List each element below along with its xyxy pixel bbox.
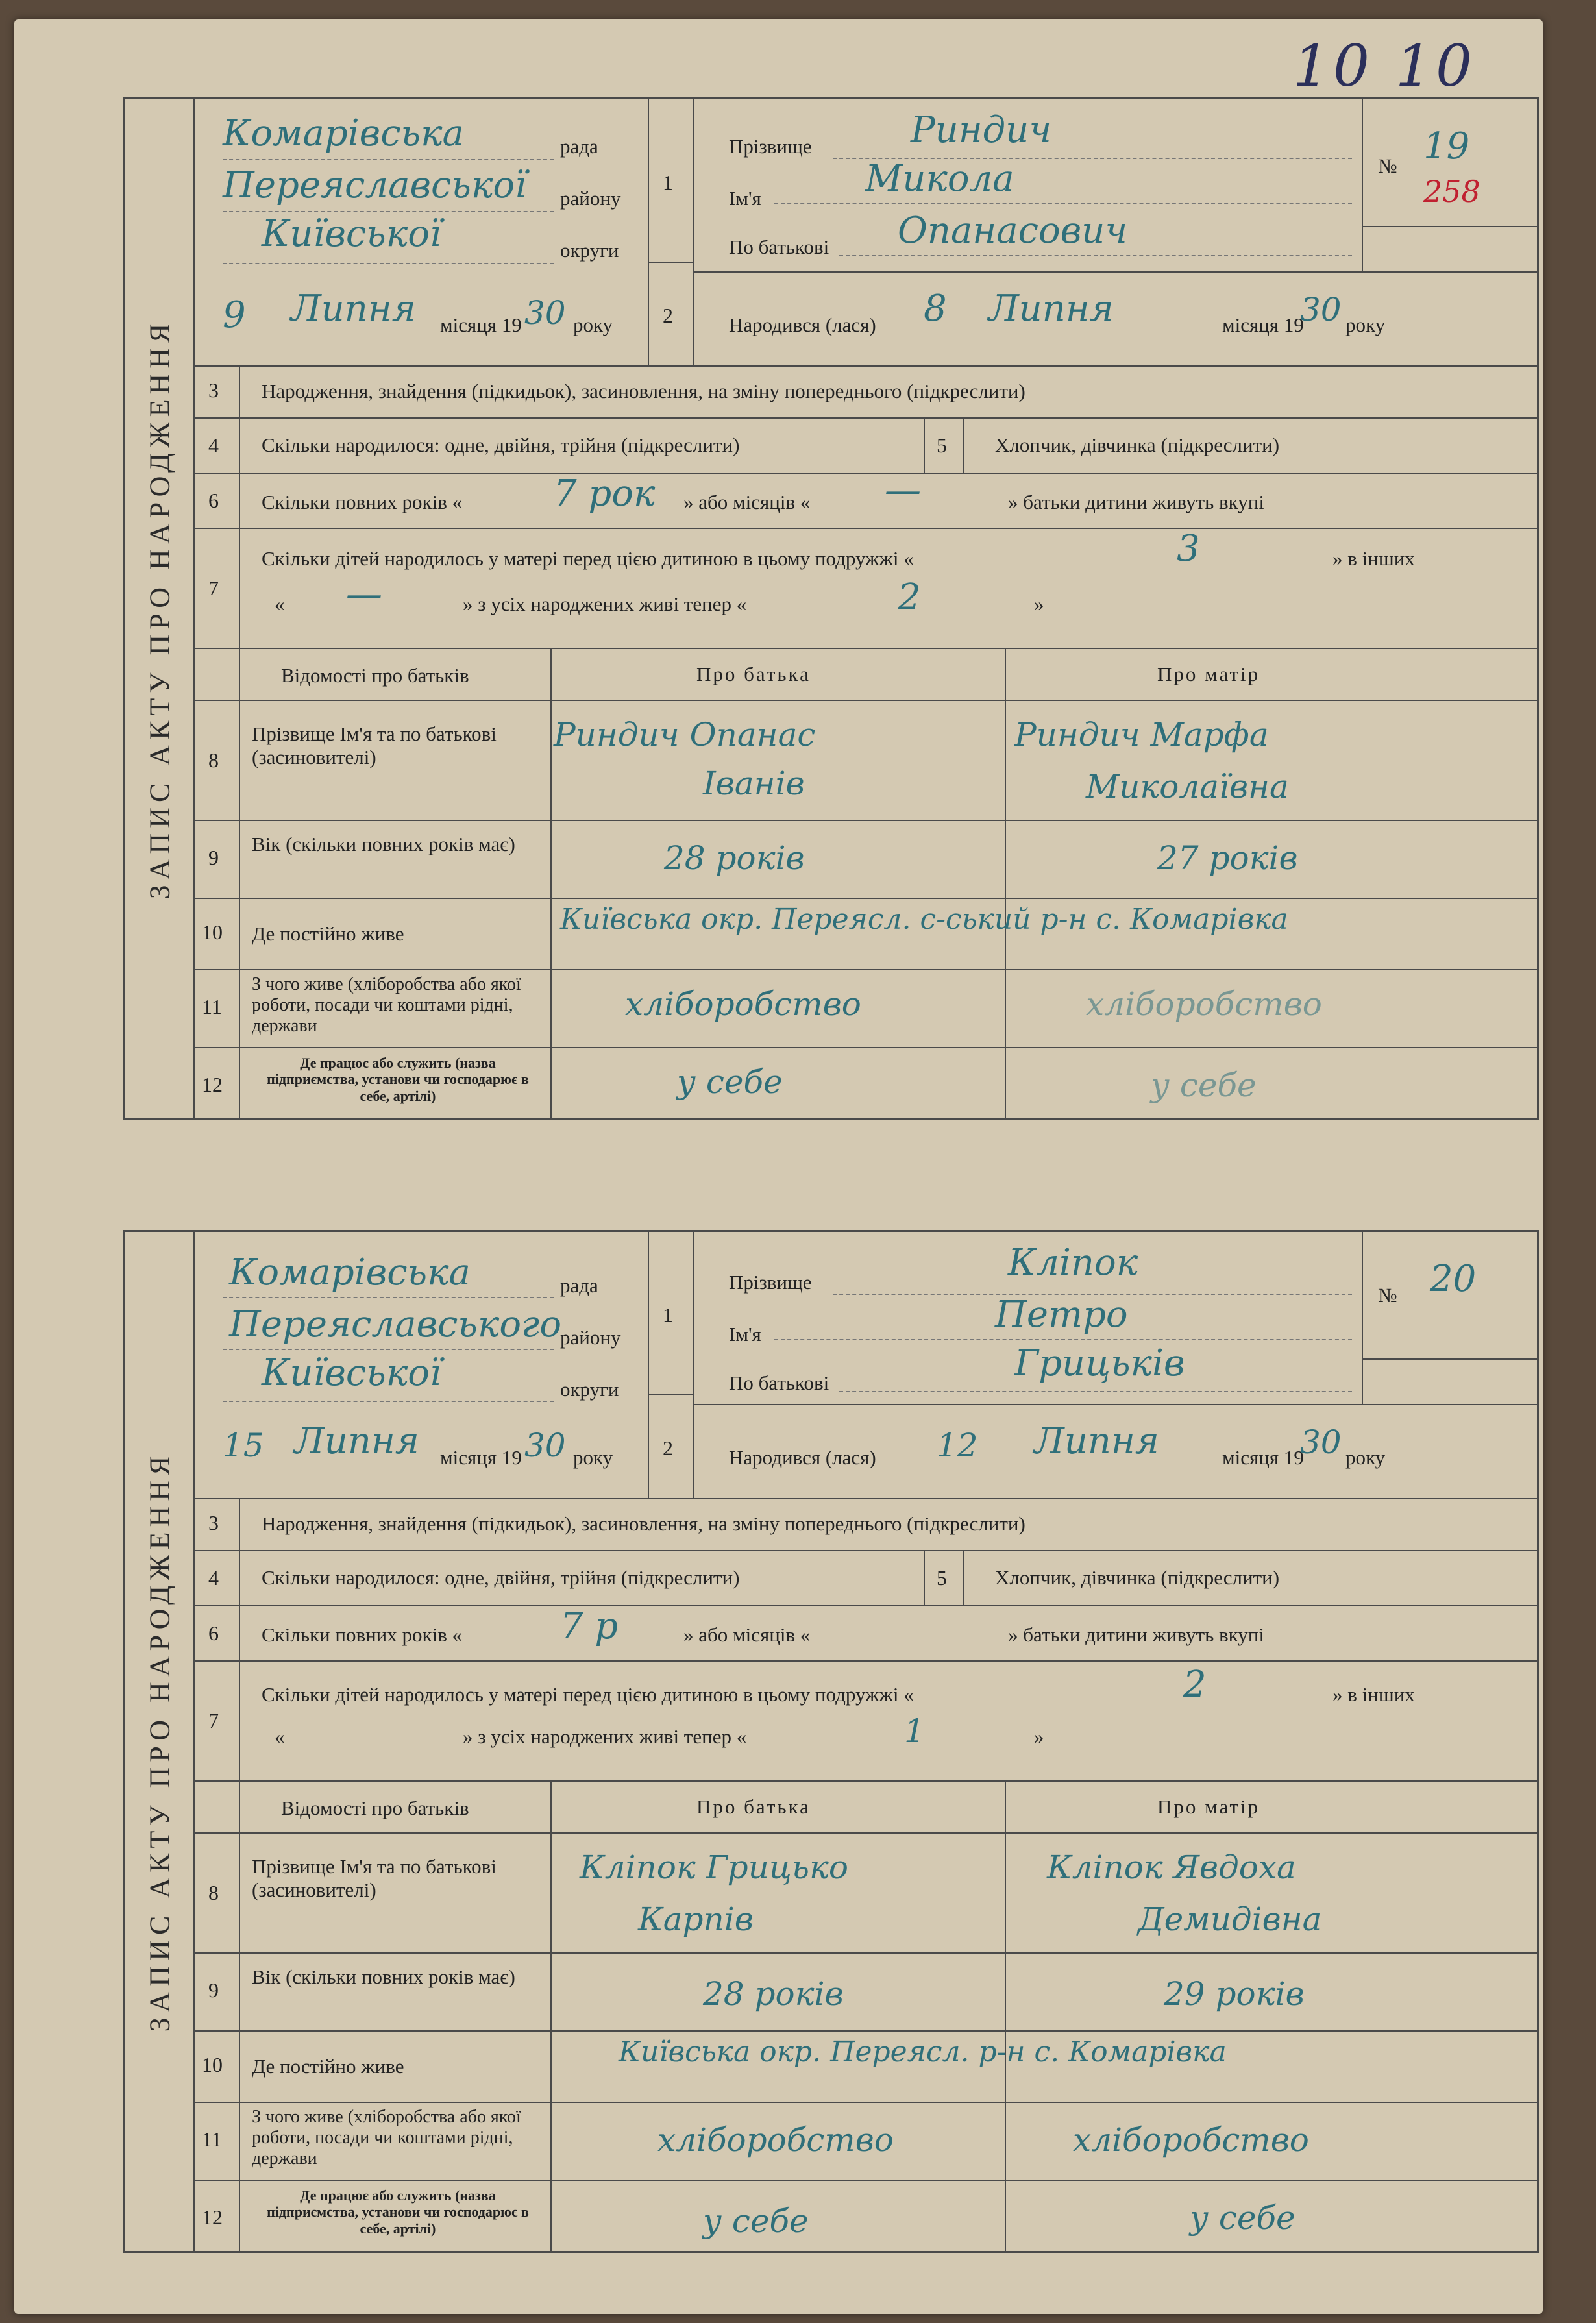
reg-year: 30 bbox=[524, 294, 566, 332]
rayon-label: району bbox=[560, 1326, 621, 1349]
mother-age: 29 років bbox=[1164, 1975, 1305, 2013]
record-number: 20 bbox=[1430, 1258, 1477, 1300]
children-before: 3 bbox=[1177, 528, 1200, 570]
okrug-value: Київської bbox=[262, 1352, 441, 1394]
row3-text: Народження, знайдення (підкидьок), засиновлення, на зміну попереднього (підкреслити) bbox=[262, 380, 1025, 402]
r12-label: Де працює або служить (назва підприємства, установи чи господарює в себе, артілі) bbox=[267, 1055, 529, 1104]
row7-d: » з усіх народжених живі тепер « bbox=[463, 1725, 747, 1748]
record-number-label: № bbox=[1378, 1284, 1397, 1307]
father-work: у себе bbox=[677, 1063, 783, 1101]
r11-label: З чого живе (хліборобства або якої роботи, посади чи коштами рідні, держави bbox=[252, 2107, 521, 2169]
children-before: 2 bbox=[1183, 1664, 1207, 1706]
birth-month-label: місяця 19 bbox=[1222, 313, 1304, 336]
patronymic-label: По батькові bbox=[729, 236, 829, 258]
father-header: Про батька bbox=[696, 663, 811, 685]
father-name-1: Кліпок Грицько bbox=[580, 1849, 848, 1886]
children-alive: 2 bbox=[898, 576, 921, 619]
birth-month-label: місяця 19 bbox=[1222, 1446, 1304, 1469]
row6-c: » батьки дитини живуть вкупі bbox=[1008, 491, 1264, 513]
mother-work: у себе bbox=[1151, 1066, 1257, 1104]
r10-label: Де постійно живе bbox=[252, 922, 404, 945]
reg-month: Липня bbox=[291, 288, 416, 330]
rada-label: рада bbox=[560, 1274, 598, 1297]
reg-year: 30 bbox=[524, 1427, 566, 1464]
rayon-label: району bbox=[560, 187, 621, 210]
reg-day: 9 bbox=[223, 294, 246, 336]
father-name-1: Риндич Опанас bbox=[554, 716, 816, 754]
row6-c: » батьки дитини живуть вкупі bbox=[1008, 1623, 1264, 1646]
mother-header: Про матір bbox=[1157, 1795, 1260, 1818]
row7-e: » bbox=[1034, 1725, 1044, 1748]
row7-b: » в інших bbox=[1332, 1683, 1415, 1706]
father-living: хліборобство bbox=[625, 985, 861, 1023]
father-name-2: Іванів bbox=[703, 765, 805, 802]
r10-label: Де постійно живе bbox=[252, 2055, 404, 2078]
r11-label: З чого живе (хліборобства або якої роботи, посади чи коштами рідні, держави bbox=[252, 974, 521, 1037]
birth-year: 30 bbox=[1300, 291, 1342, 328]
reg-year-label: року bbox=[573, 1446, 613, 1469]
mother-header: Про матір bbox=[1157, 663, 1260, 685]
name-label: Ім'я bbox=[729, 187, 761, 210]
row3-text: Народження, знайдення (підкидьок), засиновлення, на зміну попереднього (підкреслити) bbox=[262, 1512, 1025, 1535]
row7-d: » з усіх народжених живі тепер « bbox=[463, 593, 747, 615]
mother-work: у себе bbox=[1190, 2199, 1295, 2237]
mother-name-2: Миколаївна bbox=[1086, 768, 1289, 805]
okrug-label: округи bbox=[560, 1378, 619, 1401]
years-together: 7 рок bbox=[554, 473, 656, 515]
mother-living: хліборобство bbox=[1086, 985, 1322, 1023]
name-value: Микола bbox=[865, 158, 1014, 200]
birth-year: 30 bbox=[1300, 1423, 1342, 1461]
okrug-label: округи bbox=[560, 239, 619, 262]
form-side-title-2: ЗАПИС АКТУ ПРО НАРОДЖЕННЯ bbox=[125, 1232, 195, 2251]
children-other: — bbox=[346, 573, 382, 615]
mother-name-2: Демидівна bbox=[1138, 1900, 1322, 1938]
row7-c: « bbox=[275, 593, 285, 615]
birth-year-label: року bbox=[1345, 1446, 1386, 1469]
rada-value: Комарівська bbox=[223, 112, 464, 154]
rada-value: Комарівська bbox=[229, 1251, 471, 1294]
father-work: у себе bbox=[703, 2202, 809, 2240]
patronymic-value: Грицьків bbox=[1014, 1342, 1185, 1384]
patronymic-value: Опанасович bbox=[898, 210, 1128, 252]
record-number-red: 258 bbox=[1423, 174, 1480, 209]
birth-day: 12 bbox=[937, 1427, 978, 1464]
row6-a: Скільки повних років « bbox=[262, 491, 463, 513]
surname-label: Прізвище bbox=[729, 135, 812, 158]
surname-value: Кліпок bbox=[1008, 1242, 1138, 1284]
row5-text: Хлопчик, дівчинка (підкреслити) bbox=[995, 1566, 1280, 1589]
r9-label: Вік (скільки повних років має) bbox=[252, 833, 515, 855]
reg-year-label: року bbox=[573, 313, 613, 336]
patronymic-label: По батькові bbox=[729, 1371, 829, 1394]
row4-text: Скільки народилося: одне, двійня, трійня (підкреслити) bbox=[262, 1566, 740, 1589]
surname-label: Прізвище bbox=[729, 1271, 812, 1294]
name-label: Ім'я bbox=[729, 1323, 761, 1346]
row6-b: » або місяців « bbox=[683, 491, 811, 513]
rada-label: рада bbox=[560, 135, 598, 158]
row6-a: Скільки повних років « bbox=[262, 1623, 463, 1646]
birth-year-label: року bbox=[1345, 313, 1386, 336]
name-value: Петро bbox=[995, 1294, 1128, 1336]
rayon-value: Переяславської bbox=[223, 164, 526, 206]
birth-month: Липня bbox=[1034, 1420, 1159, 1462]
father-header: Про батька bbox=[696, 1795, 811, 1818]
birth-day: 8 bbox=[924, 288, 947, 330]
mother-living: хліборобство bbox=[1073, 2121, 1309, 2159]
reg-month: Липня bbox=[294, 1420, 419, 1462]
father-living: хліборобство bbox=[657, 2121, 894, 2159]
parents-info-header: Відомості про батьків bbox=[281, 1797, 469, 1819]
row7-b: » в інших bbox=[1332, 547, 1415, 570]
row7-a: Скільки дітей народилось у матері перед цією дитиною в цьому подружжі « bbox=[262, 547, 914, 570]
mother-name-1: Кліпок Явдоха bbox=[1047, 1849, 1296, 1886]
okrug-value: Київської bbox=[262, 213, 441, 255]
birth-record-form-2: ЗАПИС АКТУ ПРО НАРОДЖЕННЯ Комарівська рада Переяславського району Київської округи 15 Липня місяця 19 30 року 1 2 Прізвище Кліпок Ім'я Петро По батькові Грицьків № 20 Народився (лася) 12 Липня місяця 19 30 року 3 Народження, знайдення (підкидьок), засиновлення, на зміну попереднього (підкреслити) 4 Скільки народилося: одне, двійня, трійня (підкреслити) 5 Хлопчик, дівчинка (підкреслити) 6 Скільки повних років « 7 р » або місяців « » батьки дитини живуть вкупі 7 Скільки дітей народилось у матері перед цією дитиною в цьому подружжі « 2 » в інших « » з усіх народжених живі тепер « 1 » Відомості про батьків Про батька Про матір 8 Прізвище Ім'я та по батькові (засиновителі) Кліпок Грицько Карпів Кліпок Явдоха Демидівна 9 Вік (скільки повних років має) 28 років 29 років 10 Де постійно живе Київська окр. Переясл. р-н с. Комарівка 11 З чого живе (хліборобства або якої роботи, посади чи коштами рідні, держави хліборобство хліборобство 12 Де працює або служить (назва підприємства, установи чи господарює в себе, артілі) у себе у себе bbox=[123, 1230, 1539, 2253]
rayon-value: Переяславського bbox=[229, 1303, 562, 1346]
birth-month: Липня bbox=[988, 288, 1114, 330]
surname-value: Риндич bbox=[911, 109, 1052, 151]
row7-c: « bbox=[275, 1725, 285, 1748]
reg-month-label: місяця 19 bbox=[440, 313, 522, 336]
r12-label: Де працює або служить (назва підприємства, установи чи господарює в себе, артілі) bbox=[267, 2187, 529, 2237]
row7-a: Скільки дітей народилось у матері перед цією дитиною в цьому подружжі « bbox=[262, 1683, 914, 1706]
record-number: 19 bbox=[1423, 125, 1470, 167]
born-label: Народився (лася) bbox=[729, 313, 876, 336]
children-alive: 1 bbox=[904, 1712, 925, 1750]
father-name-2: Карпів bbox=[638, 1900, 754, 1938]
row6-b: » або місяців « bbox=[683, 1623, 811, 1646]
years-together: 7 р bbox=[560, 1605, 619, 1647]
birth-record-form-1: ЗАПИС АКТУ ПРО НАРОДЖЕННЯ Комарівська рада Переяславської району Київської округи 9 Липня місяця 19 30 року 1 2 Прізвище Риндич Ім'я Микола По батькові Опанасович № 19 258 Народився (лася) 8 Липня місяця 19 30 року 3 Народження, знайдення (підкидьок), засиновлення, на зміну попереднього (підкреслити) 4 Скільки народилося: одне, двійня, трійня (підкреслити) 5 Хлопчик, дівчинка (підкреслити) 6 Скільки повних років « 7 рок » або місяців « — » батьки дитини живуть вкупі 7 Скільки дітей народилось у матері перед цією дитиною в цьому подружжі « 3 » в інших « — » з усіх народжених живі тепер « 2 » Відомості про батьків Про батька Про матір 8 Прізвище Ім'я та по батькові (засиновителі) Риндич Опанас Іванів Риндич Марфа Миколаївна 9 Вік (скільки повних років має) 28 років 27 років 10 Де постійно живе Київська окр. Переясл. с-ський р-н с. Комарівка 11 З чого живе (хліборобства або якої роботи, посади чи коштами рідні, держави хліборобство хліборобство 12 Де працює або служить (назва підприємства, установи чи господарює в себе, артілі) у себе у себе bbox=[123, 97, 1539, 1120]
father-age: 28 років bbox=[664, 839, 805, 877]
row7-e: » bbox=[1034, 593, 1044, 615]
row4-text: Скільки народилося: одне, двійня, трійня (підкреслити) bbox=[262, 434, 740, 456]
father-age: 28 років bbox=[703, 1975, 844, 2013]
r8-label: Прізвище Ім'я та по батькові (засиновителі) bbox=[252, 1855, 497, 1901]
mother-name-1: Риндич Марфа bbox=[1014, 716, 1269, 754]
parents-info-header: Відомості про батьків bbox=[281, 664, 469, 687]
record-number-label: № bbox=[1378, 154, 1397, 177]
reg-day: 15 bbox=[223, 1427, 264, 1464]
residence: Київська окр. Переясл. с-ський р-н с. Комарівка bbox=[560, 903, 1288, 936]
born-label: Народився (лася) bbox=[729, 1446, 876, 1469]
residence: Київська окр. Переясл. р-н с. Комарівка bbox=[619, 2035, 1227, 2069]
reg-month-label: місяця 19 bbox=[440, 1446, 522, 1469]
r9-label: Вік (скільки повних років має) bbox=[252, 1965, 515, 1988]
r8-label: Прізвище Ім'я та по батькові (засиновителі) bbox=[252, 722, 497, 768]
form-side-title: ЗАПИС АКТУ ПРО НАРОДЖЕННЯ bbox=[125, 99, 195, 1118]
months-together: — bbox=[885, 469, 921, 511]
row5-text: Хлопчик, дівчинка (підкреслити) bbox=[995, 434, 1280, 456]
archive-number: 10 10 bbox=[1293, 32, 1476, 99]
mother-age: 27 років bbox=[1157, 839, 1298, 877]
